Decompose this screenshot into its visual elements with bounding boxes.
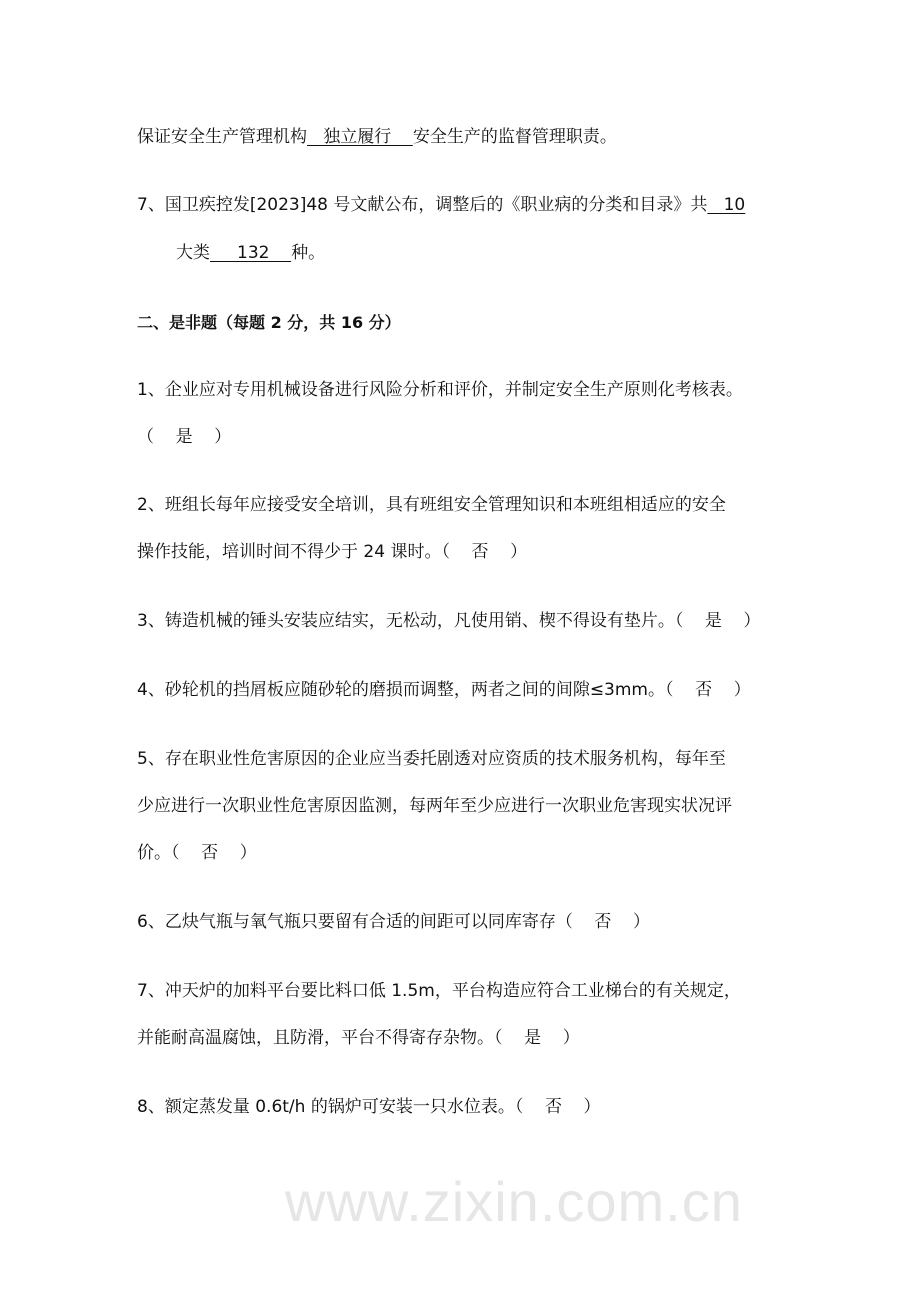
question-text: 安全生产的监督管理职责。 [412,127,617,147]
question-1-answer: （ 是 ） [137,427,232,447]
fill-blank-q7 [137,194,745,216]
question-text: 7、国卫疾控发[2023]48 号文献公布，调整后的《职业病的分类和目录》共 [137,195,708,215]
question-4: 4、砂轮机的挡屑板应随砂轮的磨损而调整，两者之间的间隙≤3mm。（ 否 ） [137,680,751,700]
question-7-line-1: 7、冲天炉的加料平台要比料口低 1.5m，平台构造应符合工业梯台的有关规定， [137,981,741,1001]
question-2-line-2: 操作技能，培训时间不得少于 24 课时。（ 否 ） [137,542,528,562]
question-5-line-3: 价。（ 否 ） [137,843,257,863]
question-text: 种。 [291,243,326,263]
answer-blank: 132 [210,243,292,263]
question-text: 大类 [176,243,210,263]
answer-blank: 10 [707,195,746,215]
fill-blank-q6-continuation [137,126,617,148]
section-heading: 二、是非题（每题 2 分，共 16 分） [137,313,401,332]
question-6: 6、乙炔气瓶与氧气瓶只要留有合适的间距可以同库寄存（ 否 ） [137,912,651,932]
answer-blank: 独立履行 [307,127,413,147]
question-3: 3、铸造机械的锤头安装应结实，无松动，凡使用销、楔不得设有垫片。（ 是 ） [137,611,761,631]
question-2-line-1: 2、班组长每年应接受安全培训，具有班组安全管理知识和本班组相适应的安全 [137,495,726,515]
question-1-line-1: 1、企业应对专用机械设备进行风险分析和评价，并制定安全生产原则化考核表。 [137,380,743,400]
watermark: www.zixin.com.cn [285,1170,743,1233]
question-8: 8、额定蒸发量 0.6t/h 的锅炉可安装一只水位表。（ 否 ） [137,1097,601,1117]
fill-blank-q7-continuation [176,242,325,264]
question-5-line-1: 5、存在职业性危害原因的企业应当委托剧透对应资质的技术服务机构，每年至 [137,749,726,769]
question-text: 保证安全生产管理机构 [137,127,307,147]
question-7-line-2: 并能耐高温腐蚀，且防滑，平台不得寄存杂物。（ 是 ） [137,1028,580,1048]
question-5-line-2: 少应进行一次职业性危害原因监测，每两年至少应进行一次职业危害现实状况评 [137,796,732,816]
